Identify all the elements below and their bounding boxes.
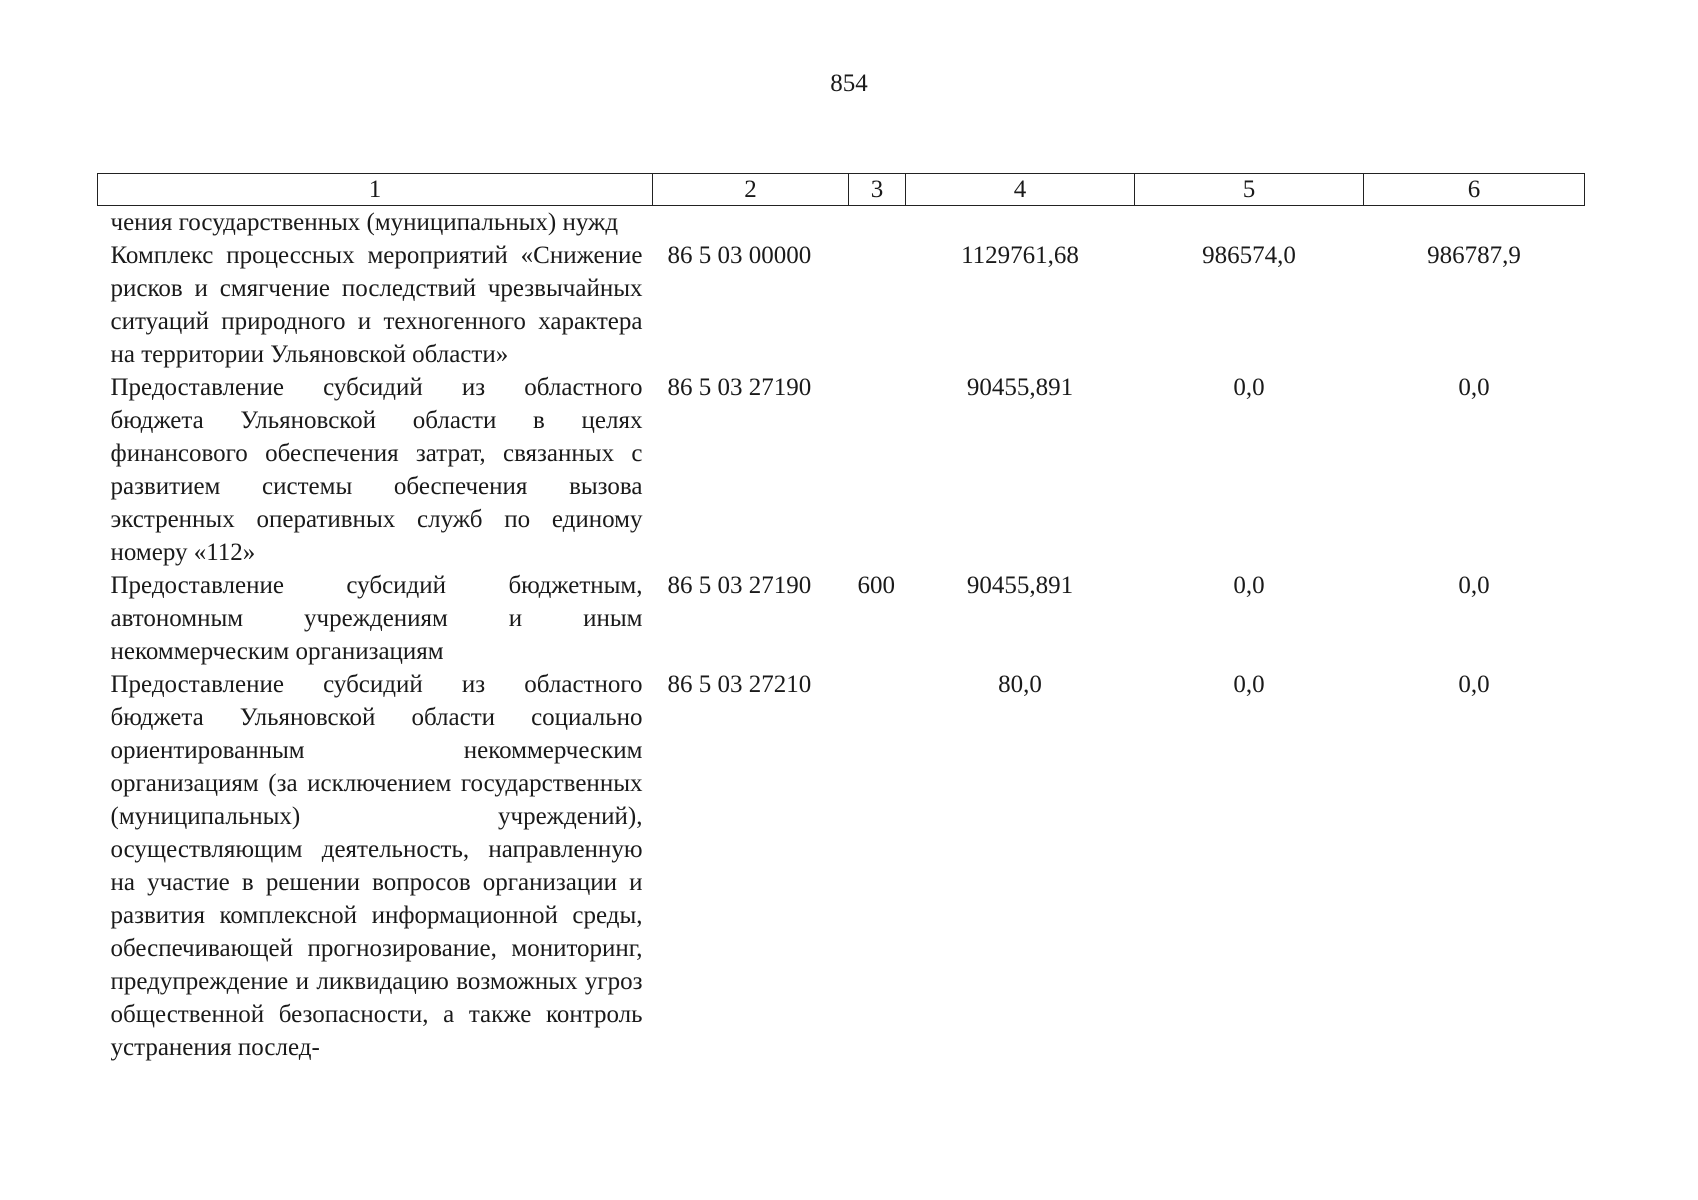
row-code: 86 5 03 27190 xyxy=(667,374,812,401)
row-name: Предоставление субсидий из областного бюджета Ульяновской области в целях финансового обеспечения затрат, связанных с развитием системы обеспечения вызова экстренных оперативных служб по единому номеру «112» xyxy=(110,374,643,566)
row-value-6: 986787,9 xyxy=(1427,242,1521,269)
row-value-5 xyxy=(1135,206,1364,240)
row-name: Предоставление субсидий из областного бюджета Ульяновской области социально ориентированным некоммерческим организациям (за исключением государственных (муниципальных) учреждений), осуществляющим деятельность, направленную на участие в решении вопросов организации и развития комплексной информационной среды, обеспечивающей прогнозирование, мониторинг, предупреждение и ликвидацию возможных угроз общественной безопасности, а также контроль устранения послед- xyxy=(110,671,643,1061)
table-row xyxy=(98,371,1585,569)
row-code: 86 5 03 27210 xyxy=(667,671,812,698)
row-value-5: 986574,0 xyxy=(1202,242,1296,269)
header-row xyxy=(98,174,1585,206)
table-row xyxy=(98,668,1585,1064)
row-name: чения государственных (муниципальных) нужд xyxy=(110,209,619,236)
row-value-6: 0,0 xyxy=(1458,572,1490,599)
table-row xyxy=(98,569,1585,668)
page-number: 854 xyxy=(830,70,868,97)
row-expense-type: 600 xyxy=(857,572,895,599)
row-value-6: 0,0 xyxy=(1458,374,1490,401)
budget-table xyxy=(97,173,1585,1064)
row-expense-type xyxy=(849,206,906,240)
header-cell-1: 1 xyxy=(98,174,653,206)
row-expense-type xyxy=(849,371,906,569)
row-name: Комплекс процессных мероприятий «Снижение рисков и смягчение последствий чрезвычайных ситуаций природного и техногенного характера на территории Ульяновской области» xyxy=(110,242,643,368)
row-value-5: 0,0 xyxy=(1233,572,1265,599)
row-expense-type xyxy=(849,668,906,1064)
header-cell-3: 3 xyxy=(849,174,906,206)
header-cell-2: 2 xyxy=(653,174,849,206)
row-value-4 xyxy=(906,206,1135,240)
row-value-4: 80,0 xyxy=(998,671,1042,698)
table-row xyxy=(98,206,1585,240)
row-code: 86 5 03 00000 xyxy=(667,242,812,269)
header-cell-5: 5 xyxy=(1135,174,1364,206)
row-expense-type xyxy=(849,239,906,371)
row-code xyxy=(653,206,849,240)
row-value-6 xyxy=(1364,206,1585,240)
row-value-4: 1129761,68 xyxy=(961,242,1079,269)
row-code: 86 5 03 27190 xyxy=(667,572,812,599)
header-cell-6: 6 xyxy=(1364,174,1585,206)
table-header xyxy=(98,174,1585,206)
row-value-6: 0,0 xyxy=(1458,671,1490,698)
header-cell-4: 4 xyxy=(906,174,1135,206)
table-body xyxy=(98,206,1585,1065)
row-value-5: 0,0 xyxy=(1233,671,1265,698)
row-name: Предоставление субсидий бюджетным, автономным учреждениям и иным некоммерческим организациям xyxy=(110,572,643,665)
table-row xyxy=(98,239,1585,371)
row-value-4: 90455,891 xyxy=(966,572,1074,599)
row-value-5: 0,0 xyxy=(1233,374,1265,401)
row-value-4: 90455,891 xyxy=(966,374,1074,401)
